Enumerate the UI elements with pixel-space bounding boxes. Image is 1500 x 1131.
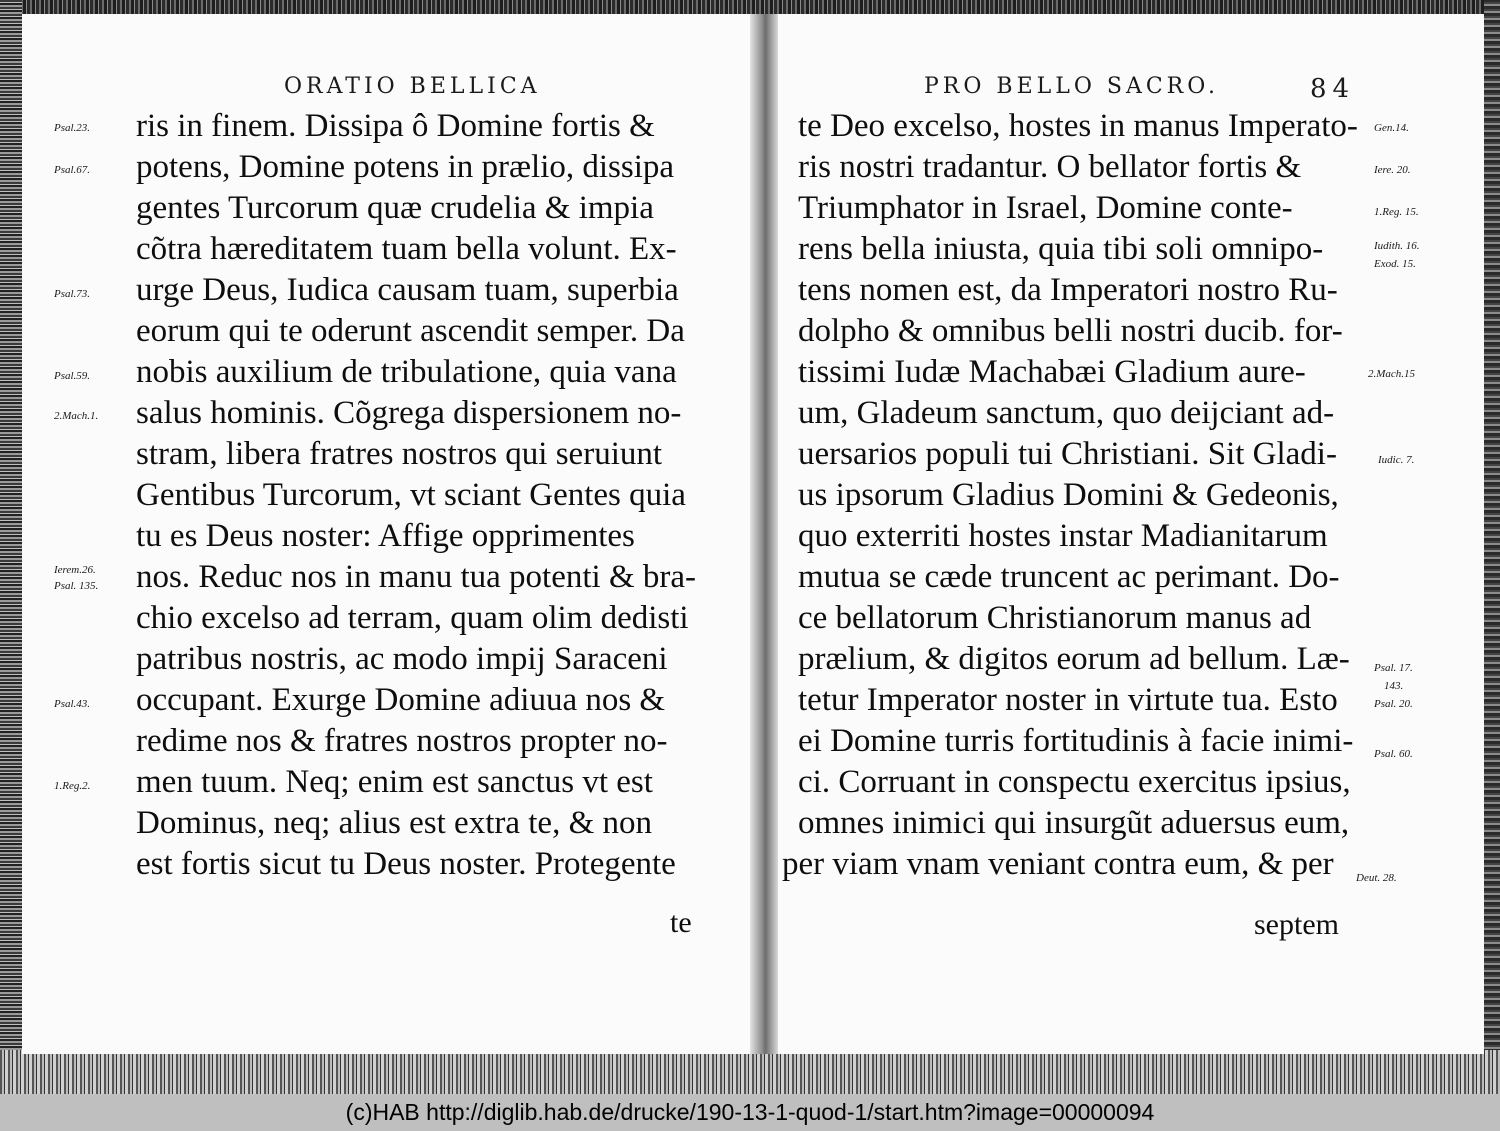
left-line-19: est fortis sicut tu Deus noster. Protegente — [136, 846, 676, 882]
right-line-7: tissimi Iudæ Machabæi Gladium aure- — [798, 354, 1306, 390]
left-line-3: gentes Turcorum quæ crudelia & impia — [136, 190, 654, 226]
left-line-16: redime nos & fratres nostros propter no- — [136, 723, 668, 759]
right-line-4: rens bella iniusta, quia tibi soli omnipo- — [798, 231, 1324, 267]
right-line-15: tetur Imperator noster in virtute tua. Esto — [798, 682, 1338, 718]
right-line-11: quo exterriti hostes instar Madianitarum — [798, 518, 1328, 554]
left-line-2: potens, Domine potens in prælio, dissipa — [136, 149, 675, 185]
right-marginal-2: Iere. 20. — [1374, 164, 1411, 176]
right-marginal-8: Psal. 17. — [1374, 662, 1413, 674]
right-marginal-5: Exod. 15. — [1374, 258, 1416, 270]
right-marginal-7: Iudic. 7. — [1378, 454, 1415, 466]
left-marginal-2: Psal.67. — [54, 164, 91, 176]
left-line-12: nos. Reduc nos in manu tua potenti & bra- — [136, 559, 696, 595]
right-line-1: te Deo excelso, hostes in manus Imperato- — [798, 108, 1358, 144]
left-line-14: patribus nostris, ac modo impij Saraceni — [136, 641, 668, 677]
right-running-head: PRO BELLO SACRO. — [924, 74, 1219, 99]
left-line-15: occupant. Exurge Domine adiuua nos & — [136, 682, 666, 718]
right-line-8: um, Gladeum sanctum, quo deijciant ad- — [798, 395, 1335, 431]
right-catchword: septem — [1254, 908, 1339, 941]
left-running-head: ORATIO BELLICA — [284, 74, 541, 99]
left-line-4: cõtra hæreditatem tuam bella volunt. Ex- — [136, 231, 677, 267]
right-line-3: Triumphator in Israel, Domine conte- — [798, 190, 1293, 226]
right-marginal-1: Gen.14. — [1374, 122, 1409, 134]
right-marginal-12: Deut. 28. — [1356, 872, 1397, 884]
left-line-8: salus hominis. Cõgrega dispersionem no- — [136, 395, 682, 431]
right-marginal-11: Psal. 60. — [1374, 748, 1413, 760]
right-line-19: per viam vnam veniant contra eum, & per — [782, 846, 1334, 882]
left-marginal-3: Psal.73. — [54, 288, 91, 300]
right-line-10: us ipsorum Gladius Domini & Gedeonis, — [798, 477, 1339, 513]
right-line-6: dolpho & omnibus belli nostri ducib. for- — [798, 313, 1343, 349]
left-line-1: ris in finem. Dissipa ô Domine fortis & — [136, 108, 655, 144]
right-line-5: tens nomen est, da Imperatori nostro Ru- — [798, 272, 1338, 308]
right-marginal-6: 2.Mach.15 — [1368, 368, 1416, 380]
right-line-12: mutua se cæde truncent ac perimant. Do- — [798, 559, 1340, 595]
left-marginal-8: Psal.43. — [54, 698, 91, 710]
right-line-17: ci. Corruant in conspectu exercitus ipsius, — [798, 764, 1351, 800]
left-line-5: urge Deus, Iudica causam tuam, superbia — [136, 272, 679, 308]
left-line-17: men tuum. Neq; enim est sanctus vt est — [136, 764, 653, 800]
left-page — [22, 14, 750, 1054]
left-marginal-5: 2.Mach.1. — [54, 410, 99, 422]
scan-border-left — [0, 0, 22, 1094]
right-line-9: uersarios populi tui Christiani. Sit Gladi- — [798, 436, 1337, 472]
left-catchword: te — [670, 906, 692, 939]
left-line-10: Gentibus Turcorum, vt sciant Gentes quia — [136, 477, 686, 513]
right-line-13: ce bellatorum Christianorum manus ad — [798, 600, 1312, 636]
scan-border-right — [1484, 0, 1500, 1094]
left-marginal-1: Psal.23. — [54, 122, 91, 134]
left-line-13: chio excelso ad terram, quam olim dedisti — [136, 600, 689, 636]
right-marginal-3: 1.Reg. 15. — [1374, 206, 1419, 218]
right-page — [778, 14, 1484, 1054]
left-line-18: Dominus, neq; alius est extra te, & non — [136, 805, 652, 841]
left-marginal-4: Psal.59. — [54, 370, 91, 382]
left-line-7: nobis auxilium de tribulatione, quia vana — [136, 354, 677, 390]
left-marginal-6: Ierem.26. — [54, 564, 96, 576]
right-line-18: omnes inimici qui insurgũt aduersus eum, — [798, 805, 1350, 841]
right-marginal-4: Iudith. 16. — [1374, 240, 1420, 252]
right-line-16: ei Domine turris fortitudinis à facie inimi- — [798, 723, 1354, 759]
left-marginal-7: Psal. 135. — [54, 580, 99, 592]
book-gutter — [750, 14, 778, 1054]
right-line-2: ris nostri tradantur. O bellator fortis & — [798, 149, 1302, 185]
right-line-14: prælium, & digitos eorum ad bellum. Læ- — [798, 641, 1350, 677]
left-line-11: tu es Deus noster: Affige opprimentes — [136, 518, 635, 554]
right-marginal-10: Psal. 20. — [1374, 698, 1413, 710]
scan-border-top — [0, 0, 1500, 14]
left-line-9: stram, libera fratres nostros qui seruiunt — [136, 436, 663, 472]
scan-border-bottom — [0, 1050, 1500, 1094]
right-marginal-9: 143. — [1384, 680, 1404, 692]
copyright-footer: (c)HAB http://diglib.hab.de/drucke/190-13-1-quod-1/start.htm?image=00000094 — [0, 1094, 1500, 1131]
page-number: 84 — [1310, 74, 1356, 104]
left-line-6: eorum qui te oderunt ascendit semper. Da — [136, 313, 685, 349]
left-marginal-9: 1.Reg.2. — [54, 780, 91, 792]
